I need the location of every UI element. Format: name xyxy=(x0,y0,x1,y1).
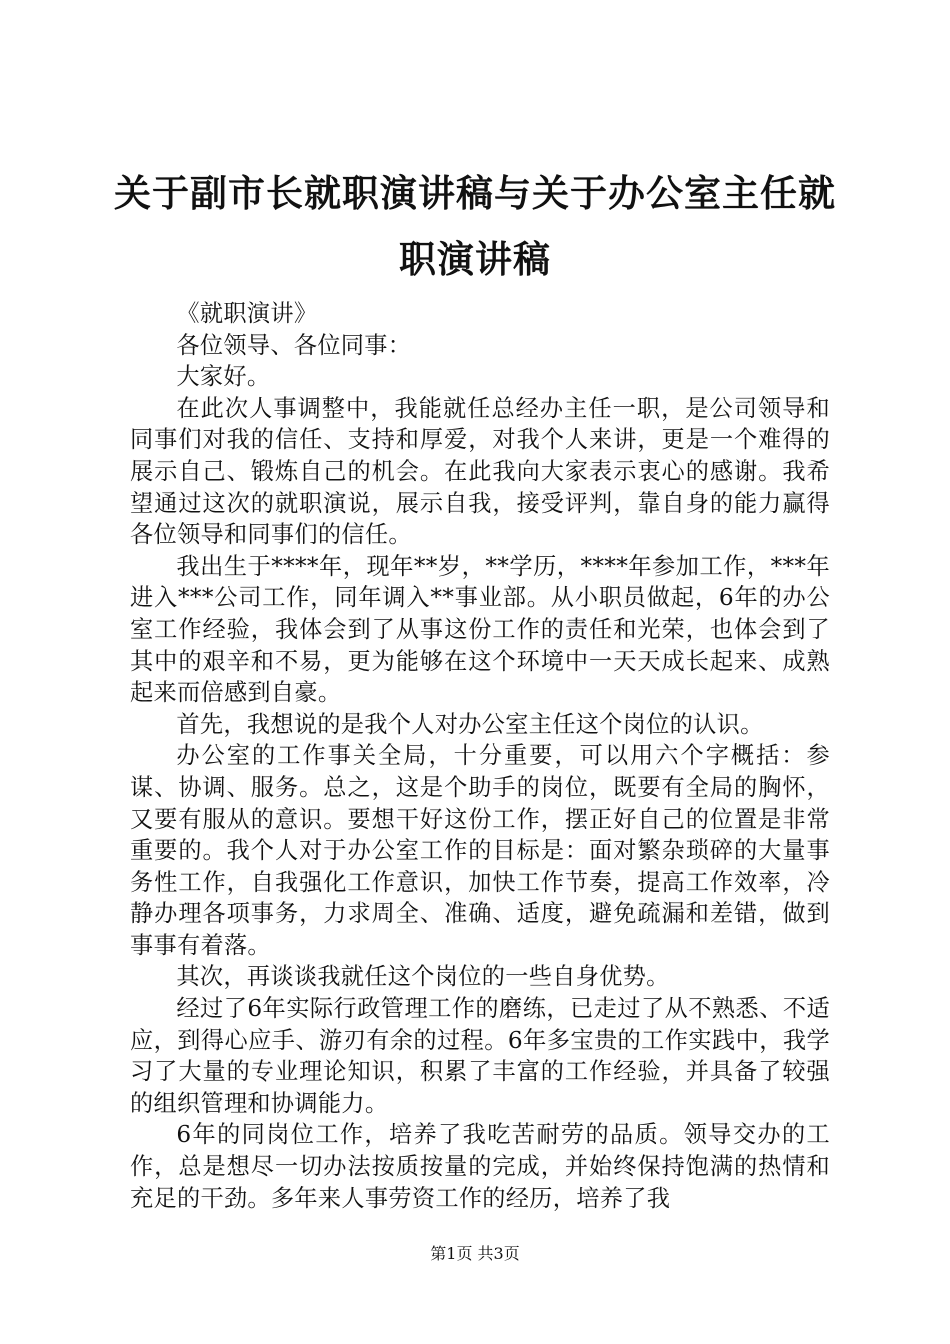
document-title: 关于副市长就职演讲稿与关于办公室主任就职演讲稿 xyxy=(114,171,836,281)
paragraph: 《就职演讲》 xyxy=(176,300,318,327)
paragraph: 6年的同岗位工作，培养了我吃苦耐劳的品质。领导交办的工作，总是想尽一切办法按质按量的完成，并始终保持饱满的热情和充足的干劲。多年来人事劳资工作的经历，培养了我 xyxy=(130,1121,830,1212)
paragraph: 各位领导、各位同事： xyxy=(176,331,412,359)
page-total: 共3页 xyxy=(477,1244,520,1263)
paragraph: 在此次人事调整中，我能就任总经办主任一职，是公司领导和同事们对我的信任、支持和厚爱，对我个人来讲，更是一个难得的展示自己、锻炼自己的机会。在此我向大家表示衷心的感谢。我希望通过这次的就职演说，展示自我，接受评判，靠自身的能力赢得各位领导和同事们的信任。 xyxy=(130,394,830,549)
document-body xyxy=(130,298,830,1214)
paragraph: 经过了6年实际行政管理工作的磨练，已走过了从不熟悉、不适应，到得心应手、游刃有余的过程。6年多宝贵的工作实践中，我学习了大量的专业理论知识，积累了丰富的工作经验，并具备了较强的组织管理和协调能力。 xyxy=(130,995,830,1117)
paragraph: 我出生于****年，现年**岁，**学历，****年参加工作，***年进入***公司工作，同年调入**事业部。从小职员做起，6年的办公室工作经验，我体会到了从事这份工作的责任和光荣，也体会到了其中的艰辛和不易，更为能够在这个环境中一天天成长起来、成熟起来而倍感到自豪。 xyxy=(130,552,830,707)
page-number: 第1页 xyxy=(430,1244,473,1263)
page-footer xyxy=(0,1244,950,1264)
paragraph: 首先，我想说的是我个人对办公室主任这个岗位的认识。 xyxy=(176,710,764,738)
paragraph: 大家好。 xyxy=(176,363,271,391)
paragraph: 其次，再谈谈我就任这个岗位的一些自身优势。 xyxy=(176,963,670,991)
paragraph: 办公室的工作事关全局，十分重要，可以用六个字概括：参谋、协调、服务。总之，这是个助手的岗位，既要有全局的胸怀，又要有服从的意识。要想干好这份工作，摆正好自己的位置是非常重要的。我个人对于办公室工作的目标是：面对繁杂琐碎的大量事务性工作，自我强化工作意识，加快工作节奏，提高工作效率，冷静办理各项事务，力求周全、准确、适度，避免疏漏和差错，做到事事有着落。 xyxy=(130,742,830,959)
